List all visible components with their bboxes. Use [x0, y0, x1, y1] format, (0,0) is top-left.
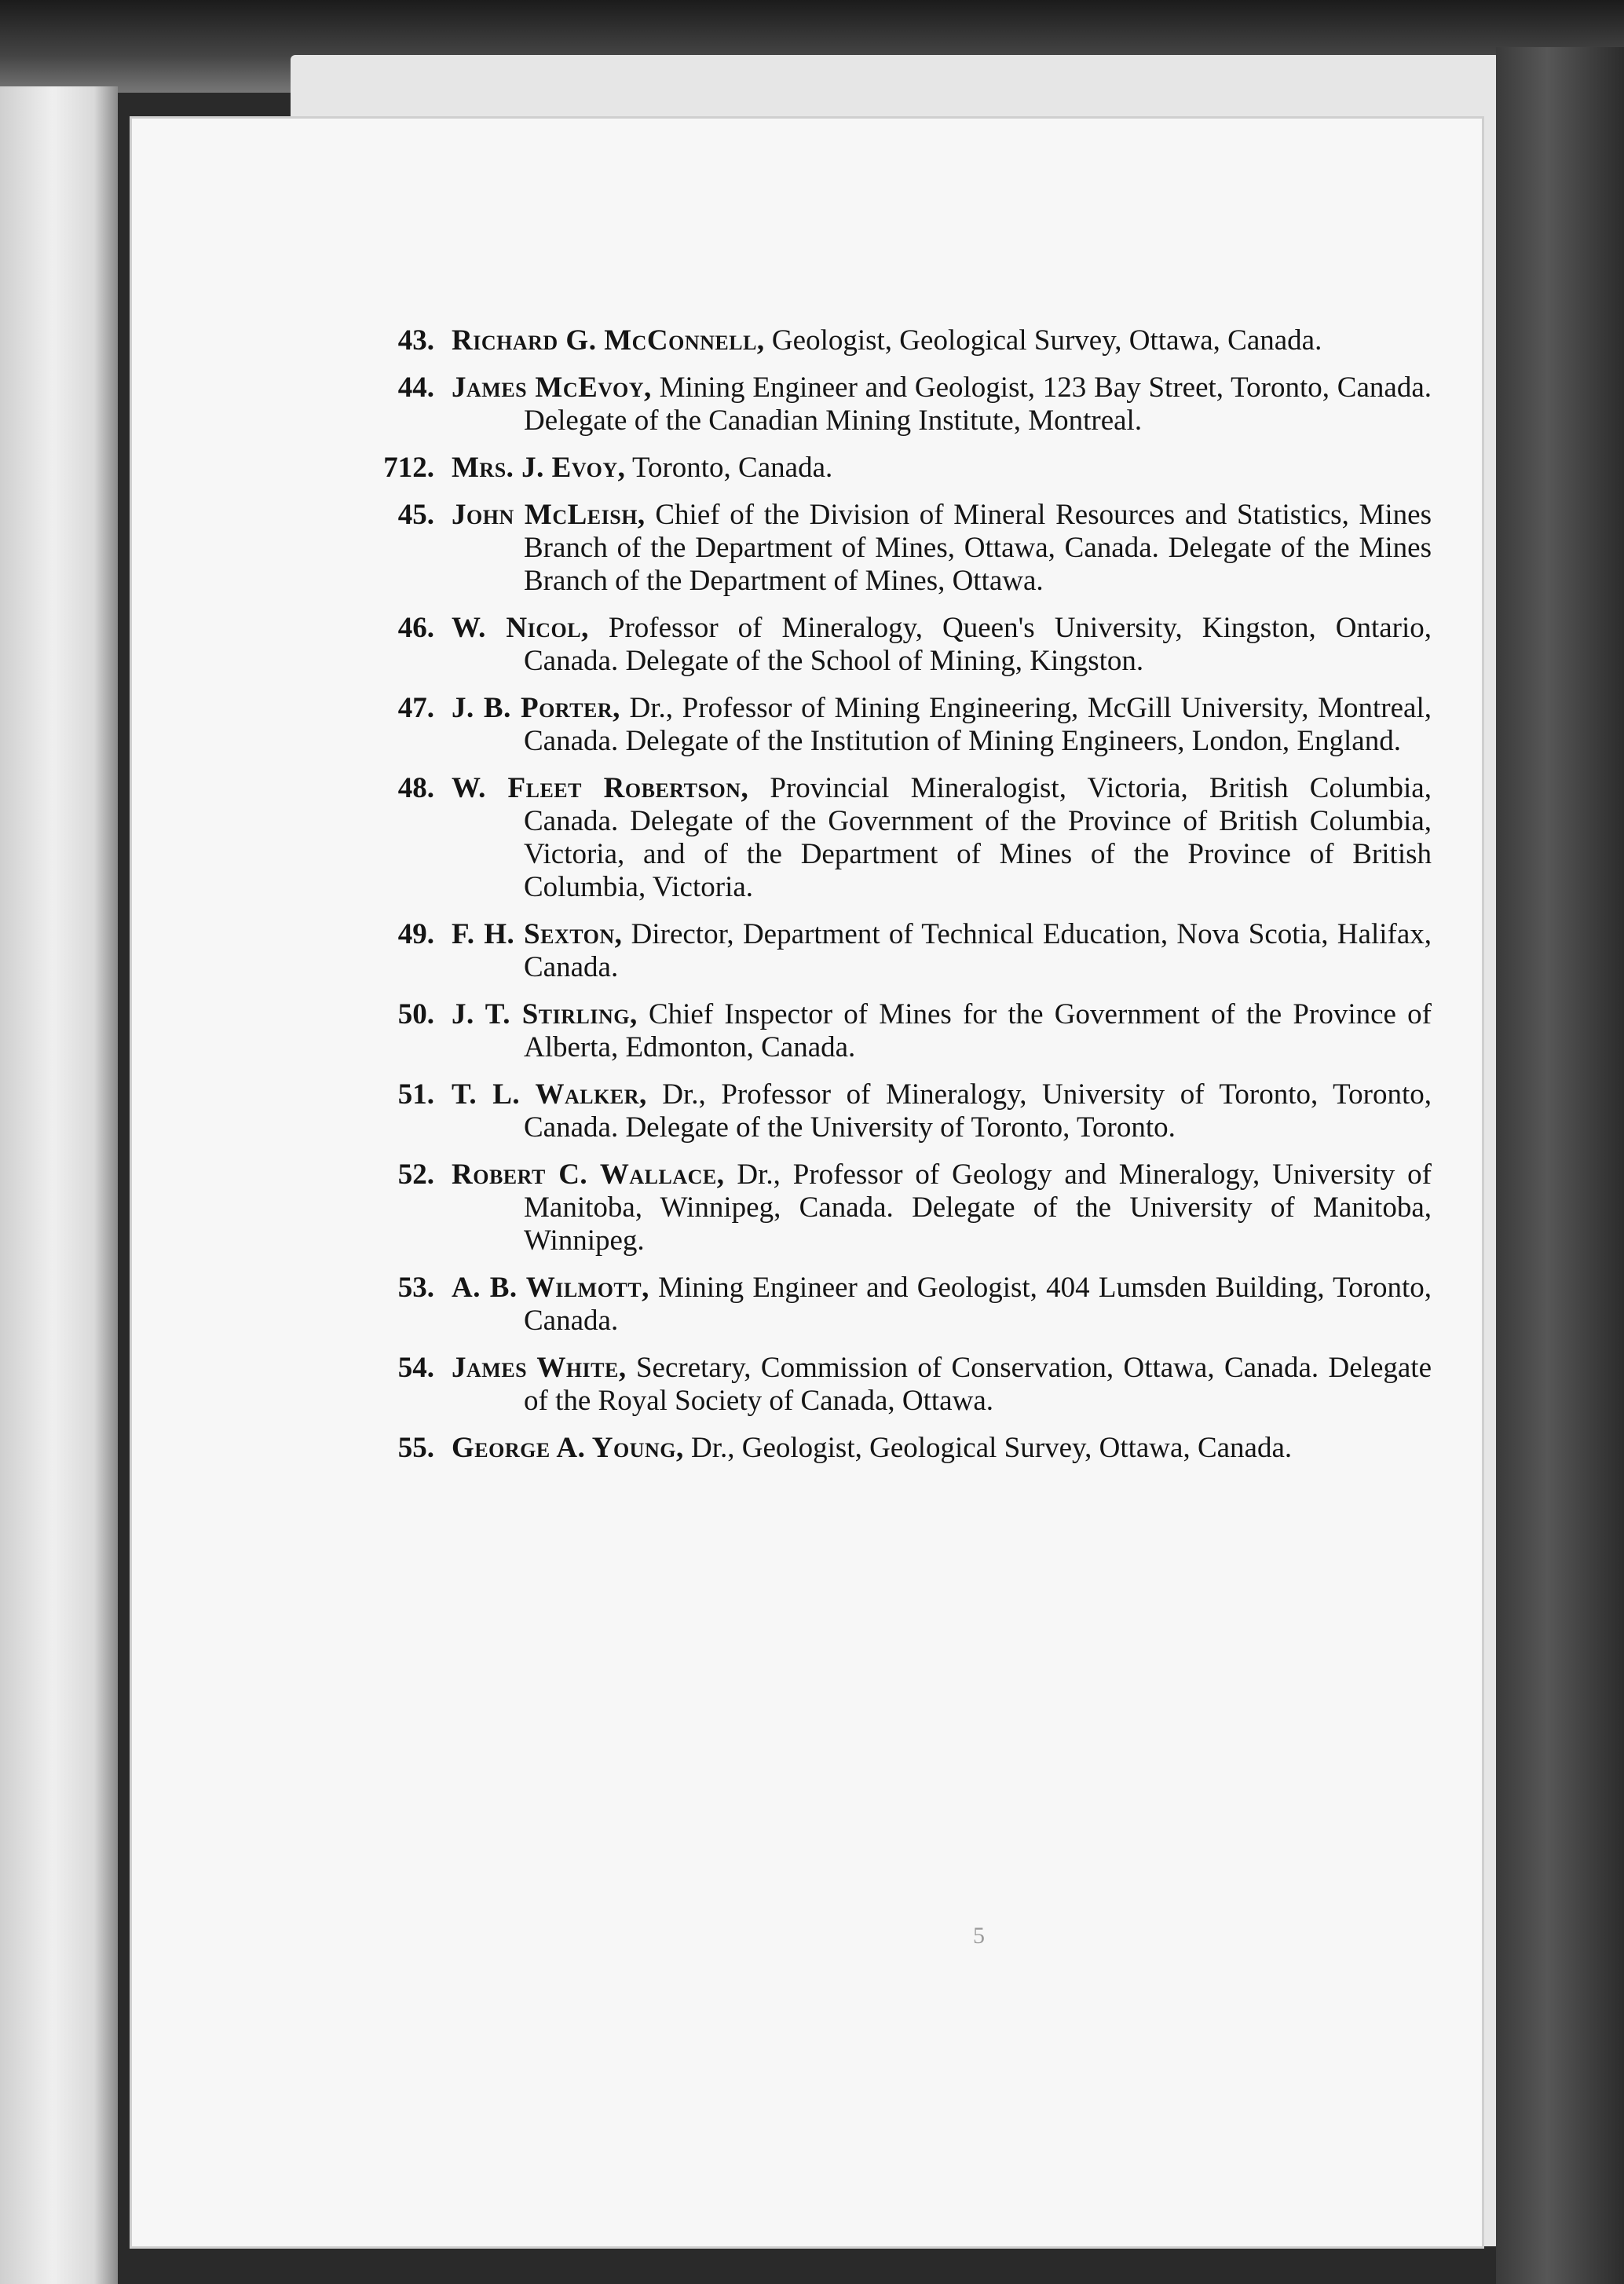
list-item: [365, 1272, 1432, 1338]
entry-details: Director, Department of Technical Education, Nova Scotia, Halifax, Canada.: [524, 918, 1432, 983]
list-item: [365, 998, 1432, 1064]
list-item: [365, 612, 1432, 678]
entry-name: T. L. Walker,: [452, 1078, 647, 1111]
entry-name: James White,: [452, 1352, 627, 1384]
entry-details: Chief Inspector of Mines for the Government of the Province of Alberta, Edmonton, Canada.: [524, 998, 1432, 1063]
list-item: [365, 918, 1432, 984]
entry-text: [452, 692, 1432, 758]
entry-details: Geologist, Geological Survey, Ottawa, Canada.: [771, 324, 1322, 357]
entry-number: 54.: [397, 1352, 434, 1384]
entry-text: [452, 998, 1432, 1064]
entry-details: Provincial Mineralogist, Victoria, British Columbia, Canada. Delegate of the Government of the Province of British Columbia, Victoria, and of the Department of Mines of the Province of British Columbia, Victoria.: [524, 772, 1432, 903]
entry-number: 45.: [397, 499, 434, 531]
entry-details: Mining Engineer and Geologist, 123 Bay Street, Toronto, Canada. Delegate of the Canadian Mining Institute, Montreal.: [524, 372, 1432, 437]
entry-text: [452, 452, 1432, 485]
entry-number: 47.: [397, 692, 434, 724]
entry-details: Dr., Professor of Geology and Mineralogy, University of Manitoba, Winnipeg, Canada. Delegate of the University of Manitoba, Winnipeg.: [524, 1158, 1432, 1257]
member-list: [365, 324, 1432, 1479]
entry-number: 48.: [397, 772, 434, 804]
entry-name: J. B. Porter,: [452, 692, 620, 724]
list-item: [365, 692, 1432, 758]
entry-text: [452, 918, 1432, 984]
list-item: [365, 452, 1432, 485]
page-number: 5: [973, 1923, 985, 1949]
entry-number: 44.: [397, 372, 434, 404]
list-item: [365, 372, 1432, 437]
entry-text: [452, 1272, 1432, 1338]
entry-number: 52.: [397, 1158, 434, 1191]
entry-text: [452, 1078, 1432, 1144]
entry-number: 712.: [383, 452, 434, 484]
entry-number: 43.: [397, 324, 434, 357]
entry-details: Mining Engineer and Geologist, 404 Lumsden Building, Toronto, Canada.: [524, 1272, 1432, 1337]
book-binding-edge: [0, 86, 118, 2284]
entry-details: Dr., Professor of Mineralogy, University of Toronto, Toronto, Canada. Delegate of the University of Toronto, Toronto.: [524, 1078, 1432, 1144]
entry-details: Dr., Professor of Mining Engineering, McGill University, Montreal, Canada. Delegate of the Institution of Mining Engineers, London, England.: [524, 692, 1432, 757]
entry-name: Richard G. McConnell,: [452, 324, 765, 357]
entry-number: 49.: [397, 918, 434, 950]
entry-text: [452, 1158, 1432, 1257]
entry-name: John McLeish,: [452, 499, 646, 531]
list-item: [365, 1352, 1432, 1418]
entry-name: W. Nicol,: [452, 612, 589, 644]
list-item: [365, 772, 1432, 904]
entry-details: Secretary, Commission of Conservation, Ottawa, Canada. Delegate of the Royal Society of Canada, Ottawa.: [524, 1352, 1432, 1417]
entry-details: Chief of the Division of Mineral Resources and Statistics, Mines Branch of the Department of Mines, Ottawa, Canada. Delegate of the Mines Branch of the Department of Mines, Ottawa.: [524, 499, 1432, 597]
list-item: [365, 1078, 1432, 1144]
entry-text: [452, 372, 1432, 437]
entry-text: [452, 1352, 1432, 1418]
entry-number: 51.: [397, 1078, 434, 1111]
entry-number: 55.: [397, 1432, 434, 1464]
document-page: [130, 116, 1484, 2249]
entry-name: A. B. Wilmott,: [452, 1272, 649, 1304]
list-item: [365, 324, 1432, 357]
entry-name: F. H. Sexton,: [452, 918, 623, 950]
list-item: [365, 1158, 1432, 1257]
entry-name: James McEvoy,: [452, 372, 652, 404]
entry-number: 46.: [397, 612, 434, 644]
entry-name: Mrs. J. Evoy,: [452, 452, 626, 484]
entry-details: Toronto, Canada.: [631, 452, 833, 484]
entry-text: [452, 1432, 1432, 1465]
entry-text: [452, 772, 1432, 904]
list-item: [365, 499, 1432, 598]
entry-number: 50.: [397, 998, 434, 1030]
entry-name: J. T. Stirling,: [452, 998, 638, 1030]
entry-text: [452, 499, 1432, 598]
entry-name: George A. Young,: [452, 1432, 684, 1464]
entry-name: Robert C. Wallace,: [452, 1158, 725, 1191]
entry-number: 53.: [397, 1272, 434, 1304]
entry-text: [452, 612, 1432, 678]
entry-text: [452, 324, 1432, 357]
entry-details: Dr., Geologist, Geological Survey, Ottawa, Canada.: [690, 1432, 1293, 1464]
entry-name: W. Fleet Robertson,: [452, 772, 749, 804]
scan-right-edge: [1496, 47, 1624, 2284]
entry-details: Professor of Mineralogy, Queen's University, Kingston, Ontario, Canada. Delegate of the School of Mining, Kingston.: [524, 612, 1432, 677]
list-item: [365, 1432, 1432, 1465]
